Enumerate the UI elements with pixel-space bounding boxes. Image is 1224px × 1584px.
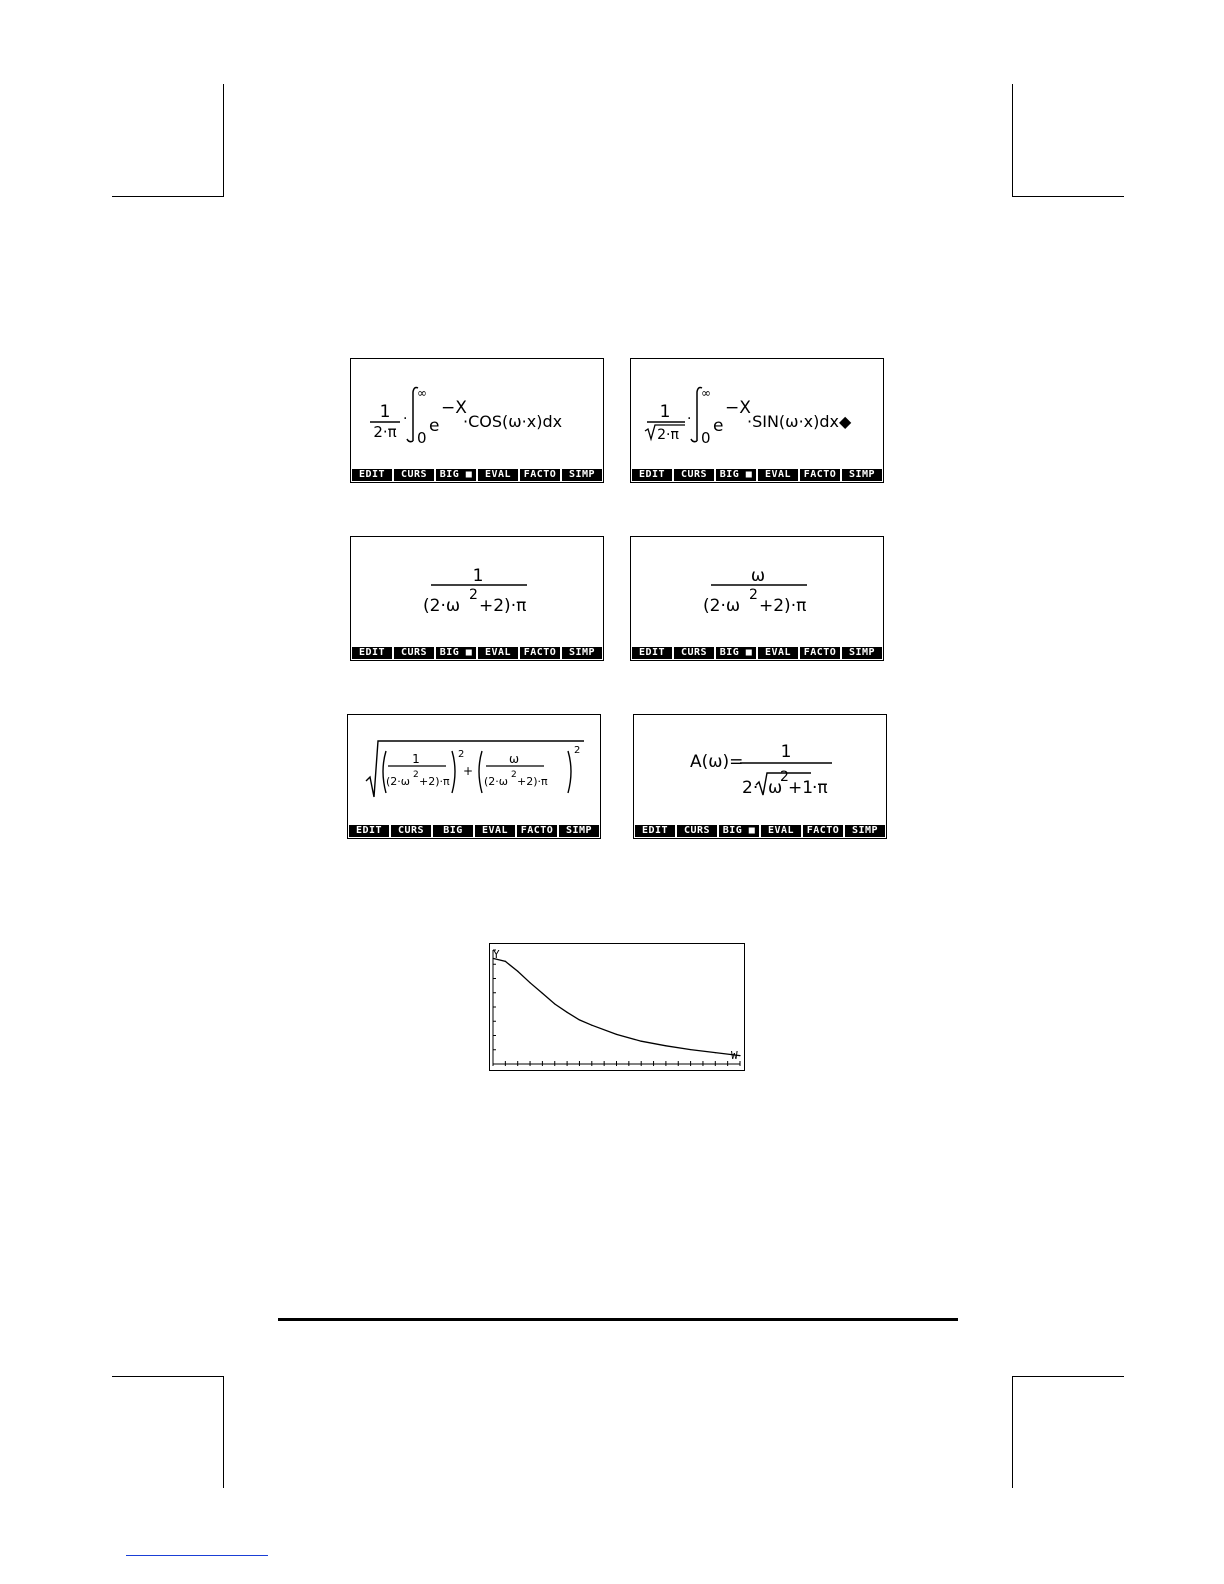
den-open: (2·ω xyxy=(423,596,461,616)
den-right: ·π xyxy=(812,778,828,798)
menu-eval[interactable]: EVAL xyxy=(475,825,515,837)
curve-point xyxy=(554,1003,555,1004)
x-axis-label: W xyxy=(731,1049,738,1062)
curve-point xyxy=(529,982,530,983)
plot-axes xyxy=(493,950,740,1066)
term2-den-power: 2 xyxy=(511,770,517,780)
menu-big[interactable]: BIG ■ xyxy=(436,647,476,659)
menu-simp[interactable]: SIMP xyxy=(562,647,602,659)
svg-text:+: + xyxy=(463,764,474,778)
sin-result-expression xyxy=(631,537,883,647)
menu-eval[interactable]: EVAL xyxy=(758,469,798,481)
menu-big[interactable]: BIG ■ xyxy=(716,647,756,659)
crop-mark-bottom-left-horizontal xyxy=(112,1376,224,1377)
calculator-screen-sin-integral xyxy=(630,358,884,483)
menu-curs[interactable]: CURS xyxy=(394,647,434,659)
menu-big[interactable]: BIG ■ xyxy=(716,469,756,481)
menu-edit[interactable]: EDIT xyxy=(352,469,392,481)
den-open: (2·ω xyxy=(703,596,741,616)
magnitude-expression xyxy=(348,715,600,825)
den-radicand: ω xyxy=(768,778,783,798)
term2-numerator: ω xyxy=(508,752,520,766)
curve-point xyxy=(715,1052,716,1053)
menu-simp[interactable]: SIMP xyxy=(559,825,599,837)
softkey-menu xyxy=(349,825,599,837)
menu-curs[interactable]: CURS xyxy=(391,825,431,837)
numerator: 1 xyxy=(780,742,792,762)
footer-link-underline xyxy=(126,1555,268,1556)
numerator: 1 xyxy=(472,566,484,586)
den-left: 2· xyxy=(742,778,759,798)
crop-mark-top-left-horizontal xyxy=(112,196,224,197)
term1-den-power: 2 xyxy=(413,770,419,780)
amplitude-plot xyxy=(490,944,744,1070)
crop-mark-bottom-right-horizontal xyxy=(1012,1376,1124,1377)
menu-facto[interactable]: FACTO xyxy=(517,825,557,837)
crop-mark-bottom-left-vertical xyxy=(223,1376,224,1488)
menu-simp[interactable]: SIMP xyxy=(842,469,882,481)
numerator: ω xyxy=(750,566,766,586)
menu-big[interactable]: BIG ■ xyxy=(436,469,476,481)
menu-facto[interactable]: FACTO xyxy=(800,647,840,659)
softkey-menu xyxy=(632,469,882,481)
calculator-screen-cos-integral xyxy=(350,358,604,483)
curve-point xyxy=(641,1041,642,1042)
footer-rule xyxy=(278,1318,958,1321)
integrand: ·COS(ω·x)dx xyxy=(463,412,563,431)
curve-point xyxy=(542,993,543,994)
menu-curs[interactable]: CURS xyxy=(394,469,434,481)
menu-simp[interactable]: SIMP xyxy=(842,647,882,659)
den-power: 2 xyxy=(749,587,758,603)
den-power: 2 xyxy=(469,587,478,603)
term2-den-close: +2)·π xyxy=(517,775,548,788)
menu-curs[interactable]: CURS xyxy=(677,825,717,837)
curve-points xyxy=(492,958,740,1056)
cos-result-expression xyxy=(351,537,603,647)
menu-eval[interactable]: EVAL xyxy=(478,647,518,659)
den-close: +2)·π xyxy=(759,596,807,616)
curve-point xyxy=(739,1055,740,1056)
curve-point xyxy=(567,1012,568,1013)
term1-den-close: +2)·π xyxy=(419,775,450,788)
term2-power: 2 xyxy=(574,745,581,756)
coef-numerator: 1 xyxy=(379,402,391,422)
amplitude-lhs: A(ω)= xyxy=(690,752,744,772)
exp-base: e xyxy=(713,416,724,436)
menu-edit[interactable]: EDIT xyxy=(635,825,675,837)
curve-point xyxy=(505,961,506,962)
den-close: +2)·π xyxy=(479,596,527,616)
calculator-screen-cos-result xyxy=(350,536,604,661)
crop-mark-top-left-vertical xyxy=(223,84,224,196)
amplitude-plot-screen xyxy=(489,943,745,1071)
curve-point xyxy=(591,1025,592,1026)
integrand: ·SIN(ω·x)dx◆ xyxy=(747,412,852,431)
menu-eval[interactable]: EVAL xyxy=(478,469,518,481)
menu-facto[interactable]: FACTO xyxy=(800,469,840,481)
y-axis-label: Y xyxy=(493,948,500,961)
exponent: −X xyxy=(441,398,467,418)
menu-facto[interactable]: FACTO xyxy=(803,825,843,837)
term2-den-open: (2·ω xyxy=(484,775,508,788)
calculator-screen-magnitude xyxy=(347,714,601,839)
menu-eval[interactable]: EVAL xyxy=(761,825,801,837)
svg-text:·: · xyxy=(687,411,692,427)
curve-point xyxy=(616,1034,617,1035)
softkey-menu xyxy=(632,647,882,659)
lower-limit: 0 xyxy=(417,429,427,447)
crop-mark-top-right-vertical xyxy=(1012,84,1013,196)
den-radicand-tail: +1 xyxy=(788,778,814,798)
menu-simp[interactable]: SIMP xyxy=(562,469,602,481)
menu-edit[interactable]: EDIT xyxy=(632,469,672,481)
curve-point xyxy=(579,1019,580,1020)
upper-limit: ∞ xyxy=(701,386,711,400)
svg-text:·: · xyxy=(403,411,408,427)
term1-den-open: (2·ω xyxy=(386,775,410,788)
crop-mark-top-right-horizontal xyxy=(1012,196,1124,197)
amplitude-expression xyxy=(634,715,886,825)
sin-integral-expression xyxy=(631,359,883,469)
coef-denominator: 2·π xyxy=(657,427,679,443)
term1-power: 2 xyxy=(458,749,465,760)
coef-numerator: 1 xyxy=(659,402,671,422)
cos-integral-expression xyxy=(351,359,603,469)
menu-curs[interactable]: CURS xyxy=(674,469,714,481)
menu-curs[interactable]: CURS xyxy=(674,647,714,659)
lower-limit: 0 xyxy=(701,429,711,447)
calculator-screen-sin-result xyxy=(630,536,884,661)
menu-facto[interactable]: FACTO xyxy=(520,469,560,481)
menu-edit[interactable]: EDIT xyxy=(352,647,392,659)
menu-big[interactable]: BIG ■ xyxy=(719,825,759,837)
softkey-menu xyxy=(635,825,885,837)
coef-denominator: 2·π xyxy=(373,423,397,441)
curve-point xyxy=(517,971,518,972)
upper-limit: ∞ xyxy=(417,386,427,400)
menu-edit[interactable]: EDIT xyxy=(632,647,672,659)
term1-numerator: 1 xyxy=(412,752,420,766)
menu-big[interactable]: BIG xyxy=(433,825,473,837)
exponent: −X xyxy=(725,398,751,418)
calculator-screen-amplitude xyxy=(633,714,887,839)
softkey-menu xyxy=(352,647,602,659)
menu-eval[interactable]: EVAL xyxy=(758,647,798,659)
curve-point xyxy=(690,1049,691,1050)
crop-mark-bottom-right-vertical xyxy=(1012,1376,1013,1488)
amplitude-curve xyxy=(493,958,740,1055)
softkey-menu xyxy=(352,469,602,481)
den-power: 2 xyxy=(780,769,789,785)
menu-edit[interactable]: EDIT xyxy=(349,825,389,837)
exp-base: e xyxy=(429,416,440,436)
curve-point xyxy=(665,1045,666,1046)
menu-facto[interactable]: FACTO xyxy=(520,647,560,659)
menu-simp[interactable]: SIMP xyxy=(845,825,885,837)
